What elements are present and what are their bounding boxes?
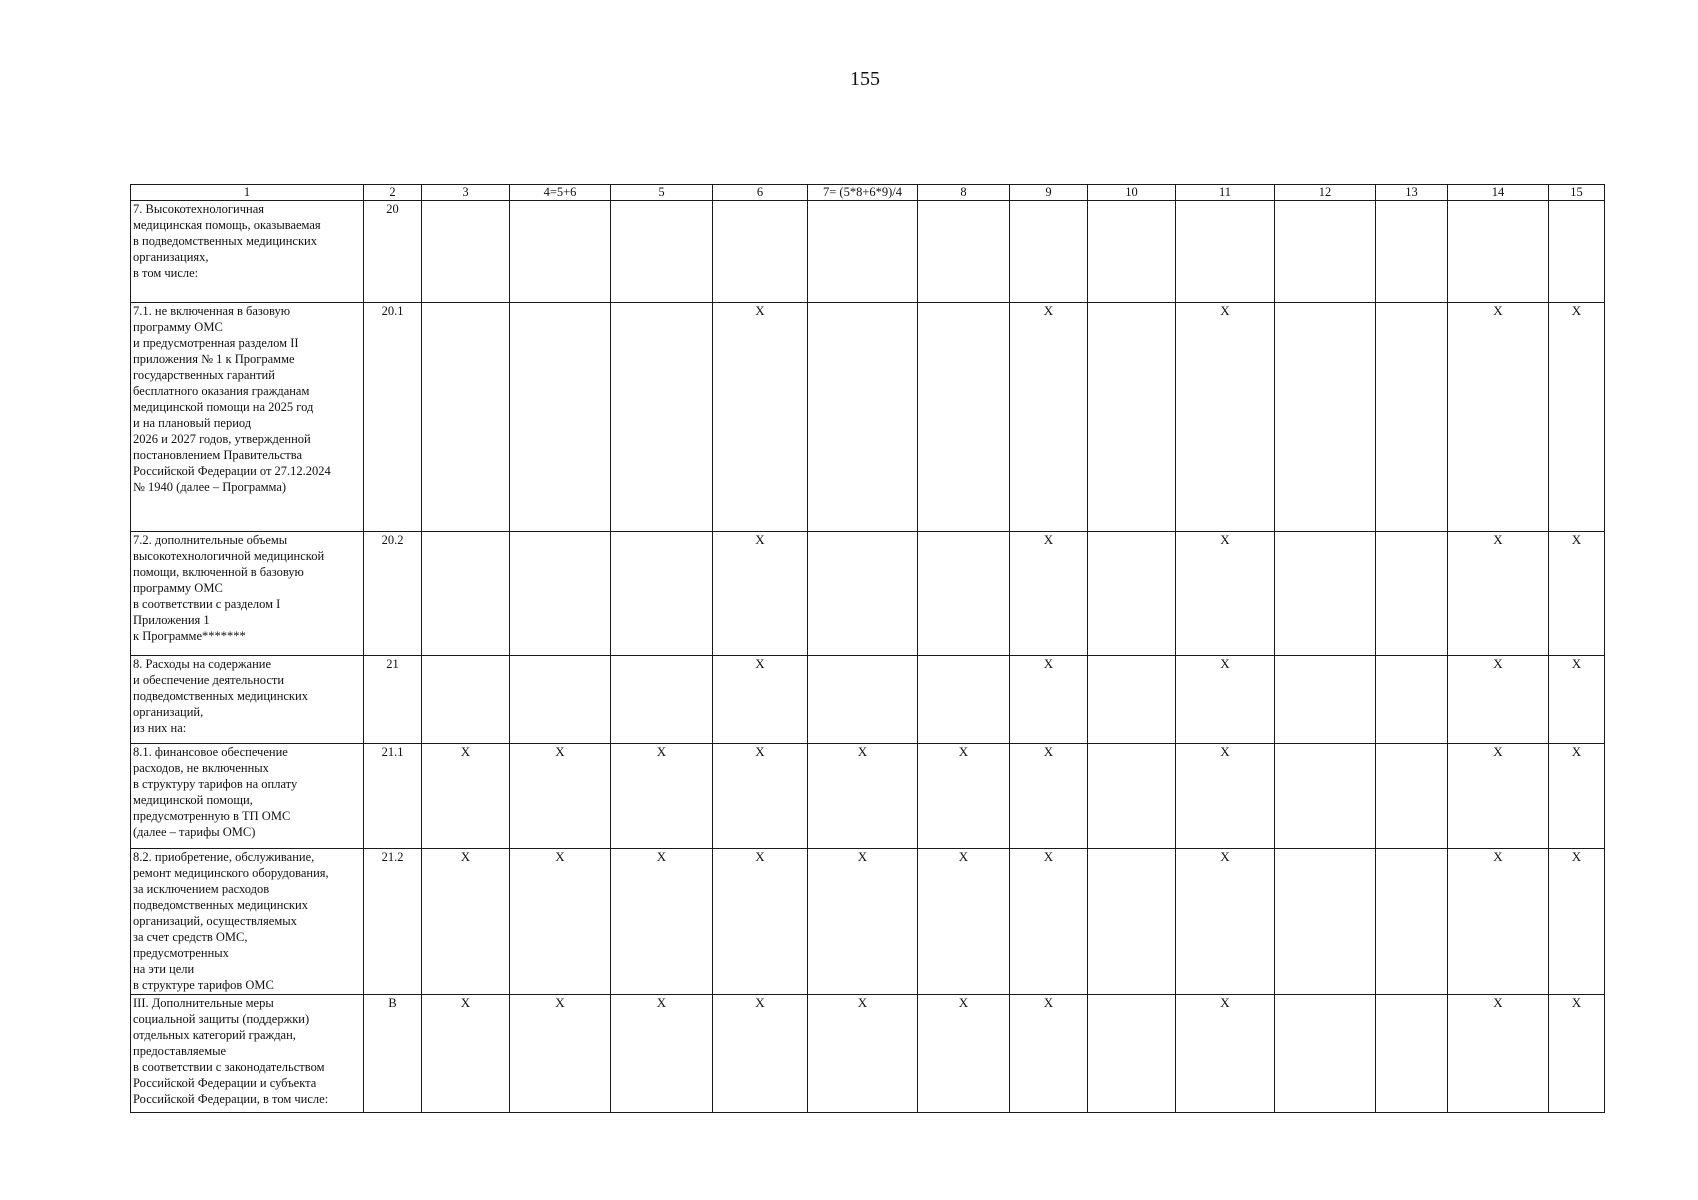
row-code: В	[364, 995, 422, 1113]
column-header: 4=5+6	[510, 185, 611, 201]
table-cell: X	[918, 849, 1010, 995]
table-cell	[1088, 201, 1176, 303]
table-cell	[510, 303, 611, 532]
table-cell	[1376, 656, 1448, 744]
table-cell: X	[1010, 744, 1088, 849]
table-cell	[918, 303, 1010, 532]
table-cell	[1376, 744, 1448, 849]
table-cell	[1275, 849, 1376, 995]
row-label: III. Дополнительные меры социальной защиты (поддержки) отдельных категорий граждан, предоставляемые в соответствии с законодательством Российской Федерации и субъекта Российской Федерации, в том числе:	[131, 995, 364, 1113]
table-row	[131, 849, 1605, 995]
table-cell	[1448, 201, 1549, 303]
column-header: 11	[1176, 185, 1275, 201]
row-code: 20.1	[364, 303, 422, 532]
column-header: 6	[713, 185, 808, 201]
row-label: 8.2. приобретение, обслуживание, ремонт медицинского оборудования, за исключением расходов подведомственных медицинских организаций, осуществляемых за счет средств ОМС, предусмотренных на эти цели в структуре тарифов ОМС	[131, 849, 364, 995]
column-header: 5	[611, 185, 713, 201]
table-cell	[1088, 303, 1176, 532]
table-cell	[422, 201, 510, 303]
table-cell	[1088, 744, 1176, 849]
table-cell	[1010, 201, 1088, 303]
table-cell: X	[713, 656, 808, 744]
table-cell	[611, 201, 713, 303]
table-cell	[510, 532, 611, 656]
table-cell	[808, 656, 918, 744]
table-header	[131, 185, 1605, 201]
page-number: 155	[850, 68, 880, 90]
table-cell: X	[1549, 656, 1605, 744]
row-code: 21.1	[364, 744, 422, 849]
table-cell: X	[1176, 532, 1275, 656]
table-row	[131, 744, 1605, 849]
table-cell: X	[713, 744, 808, 849]
table-cell	[1549, 201, 1605, 303]
row-code: 20	[364, 201, 422, 303]
table-cell: X	[510, 849, 611, 995]
column-header: 13	[1376, 185, 1448, 201]
column-header: 1	[131, 185, 364, 201]
table-cell: X	[1176, 995, 1275, 1113]
column-header: 10	[1088, 185, 1176, 201]
table-row	[131, 995, 1605, 1113]
row-label: 7. Высокотехнологичная медицинская помощь, оказываемая в подведомственных медицинских организациях, в том числе:	[131, 201, 364, 303]
table-cell: X	[713, 995, 808, 1113]
table-cell: X	[918, 744, 1010, 849]
table-cell	[510, 656, 611, 744]
table-cell	[1088, 532, 1176, 656]
table-cell: X	[1448, 995, 1549, 1113]
table-cell: X	[1010, 303, 1088, 532]
row-label: 8.1. финансовое обеспечение расходов, не включенных в структуру тарифов на оплату медицинской помощи, предусмотренную в ТП ОМС (далее – тарифы ОМС)	[131, 744, 364, 849]
table-cell: X	[808, 744, 918, 849]
table-cell	[611, 656, 713, 744]
table-cell: X	[1448, 656, 1549, 744]
table-cell: X	[422, 995, 510, 1113]
table-cell	[918, 656, 1010, 744]
table-cell: X	[918, 995, 1010, 1113]
table-cell	[1176, 201, 1275, 303]
row-label: 7.1. не включенная в базовую программу ОМС и предусмотренная разделом II приложения № 1 к Программе государственных гарантий бесплатного оказания гражданам медицинской помощи на 2025 год и на плановый период 2026 и 2027 годов, утвержденной постановлением Правительства Российской Федерации от 27.12.2024 № 1940 (далее – Программа)	[131, 303, 364, 532]
table-cell	[808, 303, 918, 532]
row-code: 21.2	[364, 849, 422, 995]
table-cell	[422, 303, 510, 532]
column-header: 3	[422, 185, 510, 201]
row-code: 20.2	[364, 532, 422, 656]
table-cell: X	[510, 744, 611, 849]
column-header: 7= (5*8+6*9)/4	[808, 185, 918, 201]
table-cell	[510, 201, 611, 303]
table-cell: X	[1448, 744, 1549, 849]
table-cell: X	[1010, 532, 1088, 656]
table-cell: X	[611, 995, 713, 1113]
column-header: 15	[1549, 185, 1605, 201]
table-row	[131, 656, 1605, 744]
table-cell: X	[1549, 849, 1605, 995]
table-cell	[918, 201, 1010, 303]
table-cell: X	[1010, 849, 1088, 995]
table-cell: X	[1010, 995, 1088, 1113]
table-cell	[1275, 303, 1376, 532]
table-cell: X	[1176, 656, 1275, 744]
table-cell: X	[1448, 303, 1549, 532]
table-cell	[1088, 656, 1176, 744]
table-row	[131, 201, 1605, 303]
table-cell	[422, 532, 510, 656]
table-cell: X	[1176, 744, 1275, 849]
table-cell	[1088, 995, 1176, 1113]
row-label: 8. Расходы на содержание и обеспечение деятельности подведомственных медицинских организаций, из них на:	[131, 656, 364, 744]
row-label: 7.2. дополнительные объемы высокотехнологичной медицинской помощи, включенной в базовую программу ОМС в соответствии с разделом I Приложения 1 к Программе*******	[131, 532, 364, 656]
table-cell: X	[1549, 303, 1605, 532]
column-number-row	[131, 185, 1605, 201]
table-cell: X	[1448, 849, 1549, 995]
table-cell	[808, 201, 918, 303]
table-cell: X	[611, 849, 713, 995]
table-cell: X	[1448, 532, 1549, 656]
table-cell	[422, 656, 510, 744]
table-cell	[1376, 995, 1448, 1113]
table-cell	[808, 532, 918, 656]
table-cell	[1275, 995, 1376, 1113]
table-body	[131, 201, 1605, 1113]
column-header: 2	[364, 185, 422, 201]
table-cell: X	[1176, 303, 1275, 532]
table-cell	[611, 532, 713, 656]
table-cell: X	[808, 849, 918, 995]
table-cell	[713, 201, 808, 303]
row-code: 21	[364, 656, 422, 744]
table-cell: X	[1549, 744, 1605, 849]
table-cell: X	[1176, 849, 1275, 995]
table-cell	[611, 303, 713, 532]
table-cell	[1376, 849, 1448, 995]
table-cell: X	[713, 849, 808, 995]
table-cell: X	[611, 744, 713, 849]
column-header: 14	[1448, 185, 1549, 201]
table-row	[131, 532, 1605, 656]
table-cell: X	[510, 995, 611, 1113]
column-header: 9	[1010, 185, 1088, 201]
table-cell: X	[808, 995, 918, 1113]
table-cell	[1275, 532, 1376, 656]
table-cell	[1376, 201, 1448, 303]
table-cell	[1275, 744, 1376, 849]
table-cell: X	[1549, 532, 1605, 656]
table-row	[131, 303, 1605, 532]
column-header: 8	[918, 185, 1010, 201]
financing-table	[130, 184, 1605, 1113]
table-cell	[1376, 532, 1448, 656]
table-cell: X	[713, 532, 808, 656]
table-cell: X	[1010, 656, 1088, 744]
table-cell: X	[422, 849, 510, 995]
table-cell	[1088, 849, 1176, 995]
table-cell	[1275, 656, 1376, 744]
table-cell	[918, 532, 1010, 656]
column-header: 12	[1275, 185, 1376, 201]
table-cell: X	[713, 303, 808, 532]
table-cell	[1275, 201, 1376, 303]
table-cell: X	[422, 744, 510, 849]
table-cell: X	[1549, 995, 1605, 1113]
table-cell	[1376, 303, 1448, 532]
